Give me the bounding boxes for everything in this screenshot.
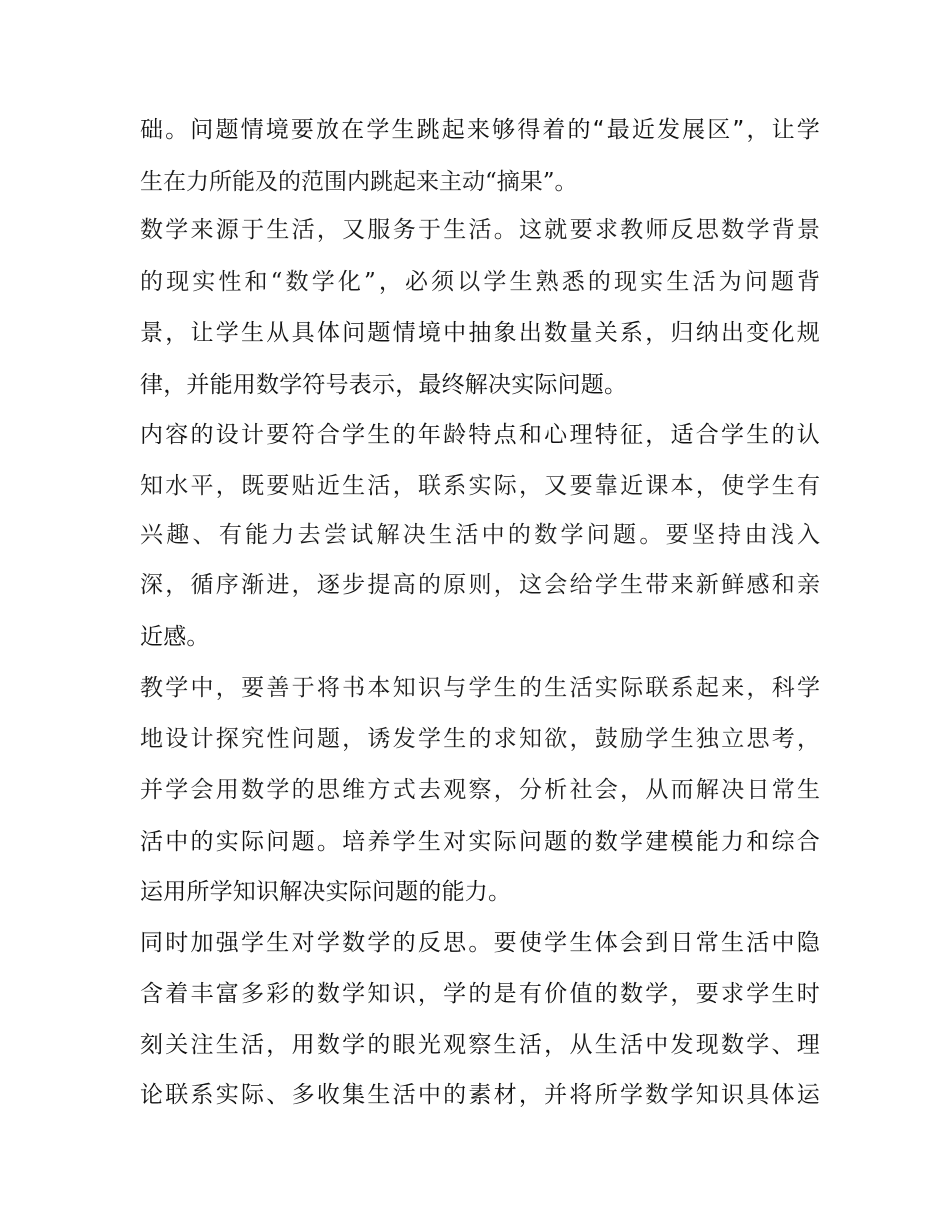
text-line-16: 运用所学知识解决实际问题的能力。 [140,879,512,905]
text-line-7: 内容的设计要符合学生的年龄特点和心理特征，适合学生的认 [140,422,820,448]
text-line-5: 景，让学生从具体问题情境中抽象出数量关系，归纳出变化规 [140,320,820,346]
text-line-19: 刻关注生活，用数学的眼光观察生活，从生活中发现数学、理 [140,1032,820,1058]
text-line-3: 数学来源于生活，又服务于生活。这就要求教师反思数学背景 [140,217,820,243]
text-line-17: 同时加强学生对学数学的反思。要使学生体会到日常生活中隐 [140,930,820,956]
text-line-1: 础。问题情境要放在学生跳起来够得着的“最近发展区”，让学 [140,117,820,143]
text-line-18: 含着丰富多彩的数学知识，学的是有价值的数学，要求学生时 [140,981,820,1007]
text-line-6: 律，并能用数学符号表示，最终解决实际问题。 [140,372,628,398]
text-line-9: 兴趣、有能力去尝试解决生活中的数学问题。要坚持由浅入 [140,522,820,548]
text-line-4: 的现实性和“数学化”，必须以学生熟悉的现实生活为问题背 [140,269,820,295]
text-line-10: 深，循序渐进，逐步提高的原则，这会给学生带来新鲜感和亲 [140,572,820,598]
text-line-11: 近感。 [140,624,210,650]
text-line-2: 生在力所能及的范围内跳起来主动“摘果”。 [140,169,578,195]
text-line-15: 活中的实际问题。培养学生对实际问题的数学建模能力和综合 [140,829,820,855]
text-line-13: 地设计探究性问题，诱发学生的求知欲，鼓励学生独立思考， [140,726,820,752]
text-line-20: 论联系实际、多收集生活中的素材，并将所学数学知识具体运 [140,1082,820,1108]
text-line-12: 教学中，要善于将书本知识与学生的生活实际联系起来，科学 [140,675,820,701]
text-line-14: 并学会用数学的思维方式去观察，分析社会，从而解决日常生 [140,777,820,803]
text-line-8: 知水平，既要贴近生活，联系实际，又要靠近课本，使学生有 [140,473,820,499]
